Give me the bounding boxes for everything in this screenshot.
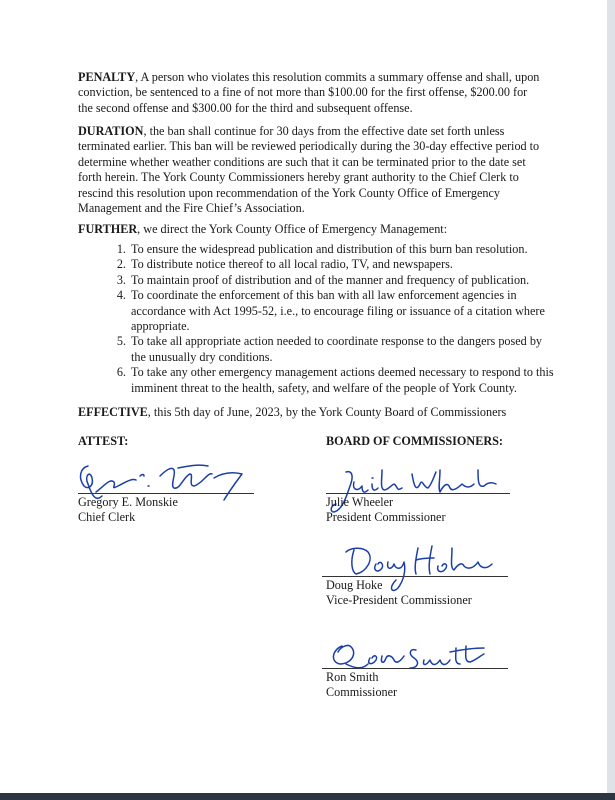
commissioner-title: Commissioner	[326, 685, 398, 699]
president-name: Julie Wheeler	[326, 495, 394, 509]
list-item: 2. To distribute notice thereof to all local radio, TV, and newspapers.	[129, 257, 559, 272]
attest-name: Gregory E. Monskie	[78, 495, 178, 509]
penalty-label: PENALTY	[78, 70, 136, 84]
further-text: , we direct the York County Office of Emergency Management:	[137, 222, 448, 236]
list-item: 5. To take all appropriate action needed to coordinate response to the dangers posed by the unusually dry conditions.	[129, 334, 559, 365]
duration-label: DURATION	[78, 124, 144, 138]
vice-president-name: Doug Hoke	[326, 578, 383, 592]
attest-heading: ATTEST:	[78, 434, 129, 448]
vice-president-title: Vice-President Commissioner	[326, 593, 472, 607]
duration-text: , the ban shall continue for 30 days from the effective date set forth unless terminated earlier. This ban will be reviewed periodically during the 30-day effective period to determine whether weather conditions are such that it can be terminated prior to the date set forth herein. The York County Commissioners hereby grant authority to the Chief Clerk to rescind this resolution upon recommendation of the York County Office of Emergency Management and the Fire Chief’s Association.	[78, 124, 540, 216]
list-item: 1. To ensure the widespread publication and distribution of this burn ban resolution.	[129, 242, 559, 257]
penalty-paragraph	[78, 70, 540, 116]
further-label: FURTHER	[78, 222, 138, 236]
penalty-text: , A person who violates this resolution commits a summary offense and shall, upon conviction, be sentenced to a fine of not more than $100.00 for the first offense, $200.00 for the second offense and $300.00 for the third and subsequent offense.	[78, 70, 540, 115]
duration-paragraph	[78, 124, 540, 216]
effective-paragraph	[78, 405, 540, 420]
list-item: 6. To take any other emergency management actions deemed necessary to respond to this imminent threat to the health, safety, and welfare of the people of York County.	[129, 365, 559, 396]
attest-title: Chief Clerk	[78, 510, 136, 524]
list-item: 3. To maintain proof of distribution and of the manner and frequency of publication.	[129, 273, 559, 288]
list-item: 4. To coordinate the enforcement of this ban with all law enforcement agencies in accordance with Act 1995-52, i.e., to encourage filing or issuance of a citation where appropriate.	[129, 288, 559, 334]
effective-text: , this 5th day of June, 2023, by the York County Board of Commissioners	[147, 405, 507, 419]
board-heading: BOARD OF COMMISSIONERS:	[326, 434, 503, 448]
further-paragraph	[78, 222, 540, 237]
commissioner-name: Ron Smith	[326, 670, 379, 684]
president-title: President Commissioner	[326, 510, 446, 524]
viewer-side-panel	[607, 0, 615, 800]
effective-label: EFFECTIVE	[78, 405, 148, 419]
directive-list	[112, 242, 559, 396]
viewer-bottom-bar	[0, 793, 615, 800]
